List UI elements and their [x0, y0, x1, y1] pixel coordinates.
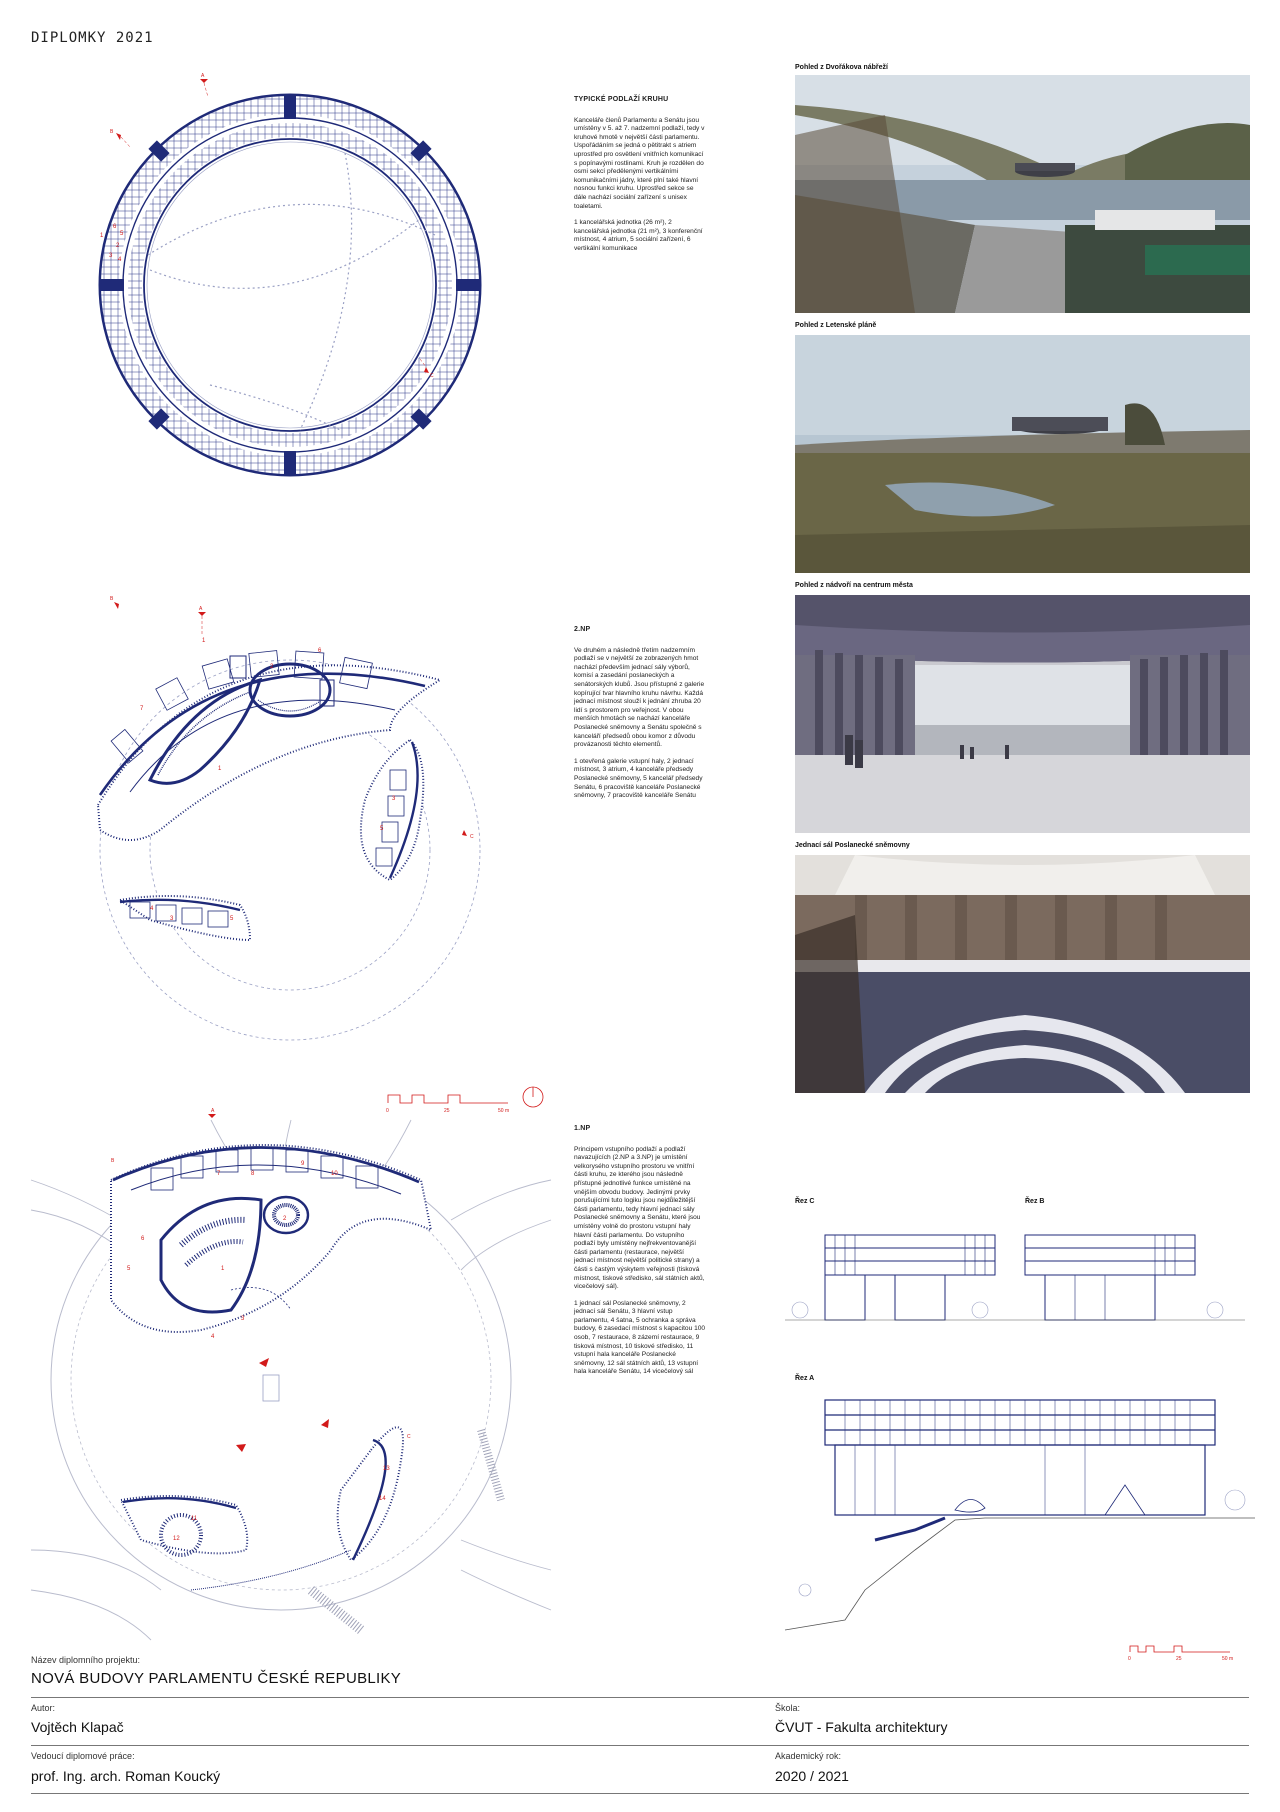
svg-text:5: 5: [120, 231, 124, 237]
svg-text:50 m: 50 m: [498, 1108, 510, 1114]
ground-floor-text: Principem vstupního podlaží a podlaží navazujících (2.NP a 3.NP) je umístění velkorysého vstupního prostoru ve vnitřní části kruhu, ze kterého jsou následně přístupné jednotlivé funkce umístěné na vnějším obvodu budovy. Jedinými prvky porušujícími tuto logiku jsou nejdůležitější části parlamentu, tedy hlavní jednací sály Poslanecké sněmovny a Senátu, které jsou umístěny volně do prostoru vstupní haly hlavní části parlamentu. Do vstupního podlaží byly umístěny nejfrekventovanější části parlamentu (restaurace, největší jednací místnost největší politické strany) a části s častým výskytem veřejnosti (tisková místnost, tiskové středisko, sál státních aktů, vicečelový sál).: [574, 1145, 705, 1291]
svg-text:13: 13: [383, 1466, 390, 1472]
render-courtyard: [795, 595, 1250, 833]
author-name: Vojtěch Klapač: [31, 1719, 124, 1735]
svg-text:2: 2: [283, 1216, 287, 1222]
section-b-caption: Řez B: [1025, 1198, 1045, 1205]
second-floor-legend: 1 otevřená galerie vstupní haly, 2 jednací místnost, 3 atrium, 4 kanceláře předsedy Poslanecké sněmovny, 5 kancelář předsedy Senátu, 6 pracoviště kanceláře Poslanecké sněmovny, 7 pracoviště kanceláře Senátu: [574, 757, 703, 800]
school-name: ČVUT - Fakulta architektury: [775, 1719, 948, 1735]
section-c: [785, 1215, 1015, 1325]
render-caption-1: Pohled z Dvořákova nábřeží: [795, 64, 888, 71]
school-label: Škola:: [775, 1703, 801, 1713]
mark-c: C: [430, 373, 434, 379]
project-name: NOVÁ BUDOVY PARLAMENTU ČESKÉ REPUBLIKY: [31, 1670, 402, 1687]
section-a-caption: Řez A: [795, 1375, 815, 1382]
svg-text:4: 4: [118, 257, 122, 263]
svg-text:6: 6: [318, 648, 322, 654]
render-letna-plain: [795, 335, 1250, 573]
svg-text:7: 7: [217, 1171, 221, 1177]
footer-divider-2: [31, 1745, 1249, 1746]
section-b: [1015, 1215, 1245, 1325]
svg-text:25: 25: [444, 1108, 450, 1114]
svg-text:5: 5: [380, 826, 384, 832]
typical-floor-description: [574, 96, 706, 262]
ground-left-mass: [121, 1496, 247, 1553]
svg-text:4: 4: [211, 1334, 215, 1340]
svg-text:3: 3: [241, 1316, 245, 1322]
svg-text:3: 3: [170, 916, 174, 922]
svg-text:8: 8: [251, 1171, 255, 1177]
render-chamber: [795, 855, 1250, 1093]
svg-text:1: 1: [218, 766, 222, 772]
svg-text:B: B: [110, 596, 114, 602]
author-label: Autor:: [31, 1703, 56, 1713]
ground-floor-description: [574, 1125, 706, 1385]
svg-text:14: 14: [379, 1496, 386, 1502]
svg-text:10: 10: [331, 1171, 338, 1177]
render-dvorakovo-embankment: [795, 75, 1250, 313]
svg-text:50 m: 50 m: [1222, 1656, 1234, 1662]
typical-floor-plan: [90, 73, 490, 485]
footer-divider-3: [31, 1793, 1249, 1794]
svg-text:B: B: [111, 1158, 115, 1164]
svg-text:1: 1: [202, 638, 206, 644]
svg-text:1: 1: [100, 233, 104, 239]
render-caption-2: Pohled z Letenské pláně: [795, 322, 877, 329]
svg-text:4: 4: [150, 906, 154, 912]
ground-large-mass: [111, 1145, 431, 1332]
render-caption-3: Pohled z nádvoří na centrum města: [795, 582, 913, 589]
svg-text:6: 6: [113, 224, 117, 230]
typical-floor-heading: TYPICKÉ PODLAŽÍ KRUHU: [574, 96, 669, 103]
second-floor-text: Ve druhém a následně třetím nadzemním podlaží se v největší ze zobrazených hmot nachází především jednací sály výborů, komisí a zasedání poslaneckých a senátorských klubů. Jsou přístupné z galerie kopírující tvar hlavního kruhu návrhu. Každá jednací místnost slouží k jednání zhruba 20 lidí s prostorem pro veřejnost. V obou menších hmotách se nachází kanceláře Poslanecké sněmovny a Senátu společně s kanceláří předsedů obou komor z důvodu provázanosti těchto elementů.: [574, 646, 705, 749]
render-caption-4: Jednací sál Poslanecké sněmovny: [795, 842, 910, 849]
svg-text:25: 25: [1176, 1656, 1182, 1662]
second-floor-description: [574, 626, 706, 809]
section-c-caption: Řez C: [795, 1198, 815, 1205]
footer-divider-1: [31, 1697, 1249, 1698]
section-a: [785, 1390, 1255, 1630]
svg-text:3: 3: [109, 253, 113, 259]
supervisor-label: Vedoucí diplomové práce:: [31, 1751, 135, 1761]
svg-text:5: 5: [230, 916, 234, 922]
svg-text:7: 7: [140, 706, 144, 712]
second-floor-plan: [90, 596, 510, 1050]
typical-floor-text: Kanceláře členů Parlamentu a Senátu jsou umístěny v 5. až 7. nadzemní podlaží, tedy v kruhové hmotě v největší části parlamentu. Uspořádáním se jedná o pětitrakt s atriem uprostřed pro osvětlení vnitřních komunikací s popínavými rostlinami. Kruh je rozdělen do osmi sekcí předělenými vertikálními komunikačními jádry, které plní také hlavní nosnou funkci kruhu. Uprostřed sekce se dále nachází sociální zařízení s unisex toaletami.: [574, 116, 705, 210]
academic-year: 2020 / 2021: [775, 1768, 849, 1784]
ground-right-mass: [338, 1427, 403, 1560]
svg-text:3: 3: [392, 796, 396, 802]
svg-text:9: 9: [301, 1161, 305, 1167]
svg-text:6: 6: [141, 1236, 145, 1242]
ground-floor-legend: 1 jednací sál Poslanecké sněmovny, 2 jednací sál Senátu, 3 hlavní vstup parlamentu, 4 šatna, 5 ochranka a správa budovy, 6 zasedací místnost s kapacitou 100 osob, 7 restaurace, 8 zázemí restaurace, 9 tisková místnost, 10 tiskové středisko, 11 vstupní hala kanceláře Poslanecké sněmovny, 12 sál státních aktů, 13 vstupní hala kanceláře Senátu, 14 vicečelový sál: [574, 1299, 706, 1376]
svg-text:0: 0: [386, 1108, 389, 1114]
svg-text:5: 5: [127, 1266, 131, 1272]
svg-text:0: 0: [1128, 1656, 1131, 1662]
terrain-profile: [785, 1518, 1255, 1630]
scale-bar-top: [388, 1085, 568, 1115]
poster-title: DIPLOMKY 2021: [31, 30, 154, 46]
svg-text:12: 12: [173, 1536, 180, 1542]
ring-inner-wall: [144, 139, 436, 431]
supervisor-name: prof. Ing. arch. Roman Koucký: [31, 1768, 221, 1784]
ground-floor-heading: 1.NP: [574, 1125, 591, 1132]
year-label: Akademický rok:: [775, 1751, 842, 1761]
vertical-cores: [100, 95, 480, 475]
svg-text:2: 2: [270, 664, 274, 670]
svg-text:1: 1: [221, 1266, 225, 1272]
second-floor-heading: 2.NP: [574, 626, 591, 633]
svg-text:A: A: [211, 1108, 215, 1114]
mark-a: A: [201, 73, 205, 79]
svg-text:C: C: [470, 834, 474, 840]
mark-b: B: [110, 129, 114, 135]
svg-text:A: A: [199, 606, 203, 612]
project-label: Název diplomního projektu:: [31, 1655, 141, 1665]
svg-text:2: 2: [116, 243, 120, 249]
scale-bar-bottom: [1130, 1640, 1250, 1662]
svg-text:C: C: [407, 1434, 411, 1440]
typical-floor-legend: 1 kancelářská jednotka (26 m²), 2 kancelářská jednotka (21 m²), 3 konferenční místnost, 4 atrium, 5 sociální zařízení, 6 vertikální komunikace: [574, 219, 703, 252]
svg-text:11: 11: [191, 1516, 198, 1522]
